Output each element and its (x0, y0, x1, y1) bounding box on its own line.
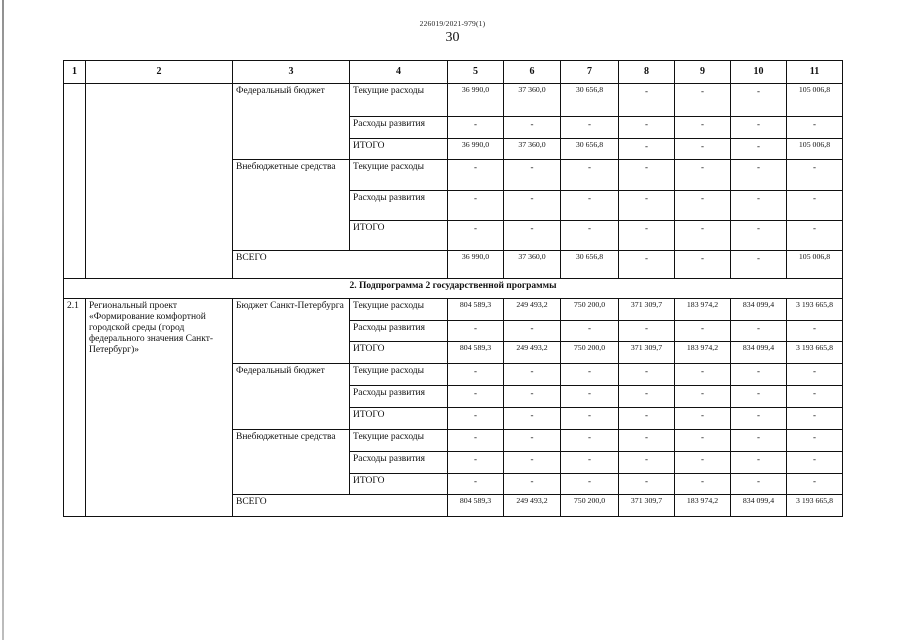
column-header: 11 (787, 61, 843, 84)
value-cell: - (504, 191, 561, 221)
expense-category: ИТОГО (350, 474, 448, 495)
funding-source: Федеральный бюджет (233, 364, 350, 430)
value-cell: 105 006,8 (787, 251, 843, 279)
value-cell: - (561, 386, 619, 408)
column-header: 2 (86, 61, 233, 84)
section-row (64, 279, 843, 299)
value-cell: - (619, 364, 675, 386)
value-cell: 750 200,0 (561, 495, 619, 517)
value-cell: - (619, 84, 675, 117)
page-number: 30 (445, 30, 460, 45)
value-cell: - (448, 430, 504, 452)
value-cell: 249 493,2 (504, 299, 561, 321)
value-cell: - (731, 364, 787, 386)
value-cell: - (787, 430, 843, 452)
value-cell: 30 656,8 (561, 139, 619, 160)
value-cell: - (731, 386, 787, 408)
value-cell: - (504, 386, 561, 408)
value-cell: - (504, 117, 561, 139)
value-cell: 750 200,0 (561, 299, 619, 321)
value-cell: - (787, 452, 843, 474)
value-cell: 804 589,3 (448, 342, 504, 364)
value-cell: - (448, 321, 504, 342)
value-cell: - (561, 221, 619, 251)
value-cell: - (561, 474, 619, 495)
value-cell: 804 589,3 (448, 495, 504, 517)
value-cell: - (731, 84, 787, 117)
value-cell: 36 990,0 (448, 139, 504, 160)
value-cell: - (675, 452, 731, 474)
value-cell: - (448, 408, 504, 430)
value-cell: 183 974,2 (675, 299, 731, 321)
value-cell: 249 493,2 (504, 342, 561, 364)
value-cell: 3 193 665,8 (787, 299, 843, 321)
value-cell: - (675, 364, 731, 386)
value-cell: - (619, 251, 675, 279)
project-name: Региональный проект «Формирование комфортной городской среды (город федерального значения Санкт-Петербург)» (86, 299, 233, 517)
value-cell: 105 006,8 (787, 84, 843, 117)
value-cell: - (619, 386, 675, 408)
value-cell: - (675, 386, 731, 408)
index-cell: 2.1 (64, 299, 86, 517)
funding-source: Федеральный бюджет (233, 84, 350, 160)
value-cell: 37 360,0 (504, 84, 561, 117)
expense-category: Текущие расходы (350, 430, 448, 452)
expense-category: Текущие расходы (350, 364, 448, 386)
value-cell: - (619, 221, 675, 251)
value-cell: - (731, 191, 787, 221)
value-cell: - (787, 321, 843, 342)
value-cell: - (731, 251, 787, 279)
scan-edge (2, 0, 4, 640)
value-cell: - (504, 408, 561, 430)
value-cell: - (448, 386, 504, 408)
value-cell: - (731, 139, 787, 160)
value-cell: 371 309,7 (619, 299, 675, 321)
grand-total-label: ВСЕГО (233, 251, 448, 279)
column-header: 5 (448, 61, 504, 84)
value-cell: 30 656,8 (561, 251, 619, 279)
value-cell: - (731, 221, 787, 251)
value-cell: 3 193 665,8 (787, 342, 843, 364)
value-cell: - (448, 474, 504, 495)
value-cell: - (619, 139, 675, 160)
value-cell: 371 309,7 (619, 342, 675, 364)
value-cell: - (731, 321, 787, 342)
value-cell: - (787, 221, 843, 251)
value-cell: - (448, 191, 504, 221)
funding-source: Бюджет Санкт-Петербурга (233, 299, 350, 364)
value-cell: 249 493,2 (504, 495, 561, 517)
value-cell: - (561, 364, 619, 386)
value-cell: - (561, 452, 619, 474)
index-cell (64, 84, 86, 279)
value-cell: - (619, 117, 675, 139)
value-cell: - (787, 117, 843, 139)
value-cell: - (787, 160, 843, 191)
expense-category: ИТОГО (350, 342, 448, 364)
value-cell: 371 309,7 (619, 495, 675, 517)
value-cell: - (448, 160, 504, 191)
value-cell: - (731, 160, 787, 191)
funding-source: Внебюджетные средства (233, 160, 350, 251)
table-row (64, 299, 843, 321)
value-cell: 834 099,4 (731, 299, 787, 321)
expense-category: Расходы развития (350, 321, 448, 342)
section-title: 2. Подпрограмма 2 государственной программы (64, 279, 843, 299)
value-cell: - (787, 408, 843, 430)
value-cell: 183 974,2 (675, 342, 731, 364)
expense-category: Текущие расходы (350, 299, 448, 321)
expense-category: Расходы развития (350, 117, 448, 139)
expense-category: Текущие расходы (350, 84, 448, 117)
value-cell: 183 974,2 (675, 495, 731, 517)
expense-category: Текущие расходы (350, 160, 448, 191)
column-header: 9 (675, 61, 731, 84)
value-cell: - (561, 191, 619, 221)
value-cell: - (731, 474, 787, 495)
expense-category: Расходы развития (350, 386, 448, 408)
column-header: 1 (64, 61, 86, 84)
column-header: 8 (619, 61, 675, 84)
value-cell: - (675, 251, 731, 279)
grand-total-label: ВСЕГО (233, 495, 448, 517)
value-cell: - (675, 139, 731, 160)
value-cell: 834 099,4 (731, 342, 787, 364)
value-cell: - (561, 408, 619, 430)
column-header: 6 (504, 61, 561, 84)
table-row (64, 84, 843, 117)
value-cell: - (619, 160, 675, 191)
value-cell: - (787, 191, 843, 221)
project-cell (86, 84, 233, 279)
value-cell: - (561, 321, 619, 342)
value-cell: - (504, 452, 561, 474)
value-cell: 36 990,0 (448, 84, 504, 117)
budget-table (63, 60, 843, 517)
value-cell: - (675, 474, 731, 495)
value-cell: - (619, 452, 675, 474)
value-cell: - (448, 364, 504, 386)
value-cell: - (504, 474, 561, 495)
value-cell: - (675, 408, 731, 430)
value-cell: - (731, 430, 787, 452)
table-header-row (64, 61, 843, 84)
expense-category: Расходы развития (350, 191, 448, 221)
value-cell: - (787, 474, 843, 495)
value-cell: - (675, 221, 731, 251)
value-cell: - (675, 117, 731, 139)
value-cell: - (731, 452, 787, 474)
value-cell: - (731, 408, 787, 430)
value-cell: 30 656,8 (561, 84, 619, 117)
value-cell: - (619, 408, 675, 430)
value-cell: - (675, 84, 731, 117)
value-cell: - (448, 221, 504, 251)
value-cell: - (448, 117, 504, 139)
value-cell: - (619, 474, 675, 495)
value-cell: - (675, 191, 731, 221)
value-cell: - (675, 430, 731, 452)
column-header: 10 (731, 61, 787, 84)
expense-category: Расходы развития (350, 452, 448, 474)
column-header: 7 (561, 61, 619, 84)
value-cell: - (504, 364, 561, 386)
value-cell: 750 200,0 (561, 342, 619, 364)
value-cell: - (504, 221, 561, 251)
funding-source: Внебюджетные средства (233, 430, 350, 495)
value-cell: 3 193 665,8 (787, 495, 843, 517)
value-cell: - (675, 321, 731, 342)
value-cell: - (504, 430, 561, 452)
value-cell: - (619, 430, 675, 452)
value-cell: 37 360,0 (504, 251, 561, 279)
value-cell: - (731, 117, 787, 139)
value-cell: - (504, 321, 561, 342)
value-cell: - (448, 452, 504, 474)
value-cell: - (561, 430, 619, 452)
value-cell: 105 006,8 (787, 139, 843, 160)
column-header: 4 (350, 61, 448, 84)
column-header: 3 (233, 61, 350, 84)
value-cell: 36 990,0 (448, 251, 504, 279)
value-cell: 37 360,0 (504, 139, 561, 160)
value-cell: - (561, 117, 619, 139)
expense-category: ИТОГО (350, 221, 448, 251)
value-cell: 804 589,3 (448, 299, 504, 321)
value-cell: 834 099,4 (731, 495, 787, 517)
value-cell: - (787, 364, 843, 386)
value-cell: - (787, 386, 843, 408)
value-cell: - (619, 321, 675, 342)
value-cell: - (561, 160, 619, 191)
value-cell: - (619, 191, 675, 221)
expense-category: ИТОГО (350, 139, 448, 160)
document-id: 226019/2021-979(1) (419, 19, 486, 28)
value-cell: - (675, 160, 731, 191)
expense-category: ИТОГО (350, 408, 448, 430)
value-cell: - (504, 160, 561, 191)
